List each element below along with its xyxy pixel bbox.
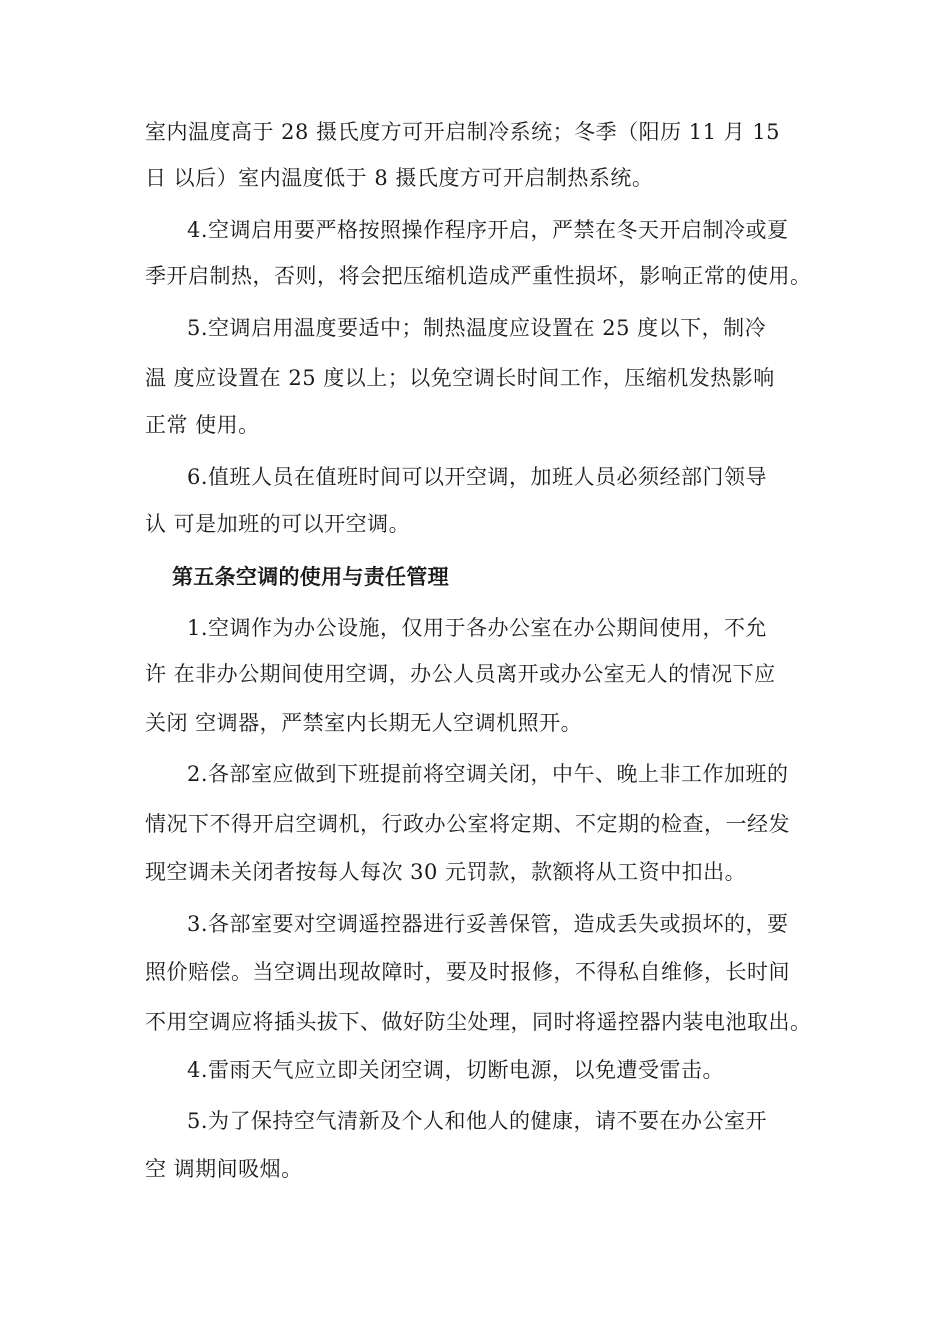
paragraph-line: 2.各部室应做到下班提前将空调关闭，中午、晚上非工作加班的 [187,762,789,786]
paragraph-line: 正常 使用。 [145,413,260,437]
paragraph-line: 日 以后）室内温度低于 8 摄氏度方可开启制热系统。 [145,166,654,190]
paragraph-line: 空 调期间吸烟。 [145,1157,303,1181]
paragraph-line: 不用空调应将插头拔下、做好防尘处理，同时将遥控器内装电池取出。 [145,1010,812,1034]
paragraph-line: 照价赔偿。当空调出现故障时，要及时报修，不得私自维修，长时间 [145,960,790,984]
paragraph-line: 4.雷雨天气应立即关闭空调，切断电源，以免遭受雷击。 [187,1058,725,1082]
paragraph-line: 认 可是加班的可以开空调。 [145,512,411,536]
paragraph-line: 4.空调启用要严格按照操作程序开启，严禁在冬天开启制冷或夏 [187,218,789,242]
paragraph-line: 5.为了保持空气清新及个人和他人的健康，请不要在办公室开 [187,1109,768,1133]
paragraph-line: 5.空调启用温度要适中；制热温度应设置在 25 度以下，制冷 [187,316,767,340]
paragraph-line: 季开启制热，否则，将会把压缩机造成严重性损坏，影响正常的使用。 [145,264,812,288]
paragraph-line: 现空调未关闭者按每人每次 30 元罚款，款额将从工资中扣出。 [145,860,747,884]
paragraph-line: 许 在非办公期间使用空调，办公人员离开或办公室无人的情况下应 [145,662,776,686]
paragraph-line: 1.空调作为办公设施，仅用于各办公室在办公期间使用，不允 [187,616,768,640]
paragraph-line: 关闭 空调器，严禁室内长期无人空调机照开。 [145,711,583,735]
section-heading: 第五条空调的使用与责任管理 [172,565,449,589]
paragraph-line: 3.各部室要对空调遥控器进行妥善保管，造成丢失或损坏的，要 [187,912,789,936]
paragraph-line: 情况下不得开启空调机，行政办公室将定期、不定期的检查，一经发 [145,812,790,836]
paragraph-line: 室内温度高于 28 摄氏度方可开启制冷系统；冬季（阳历 11 月 15 [145,120,781,144]
paragraph-line: 温 度应设置在 25 度以上；以免空调长时间工作，压缩机发热影响 [145,366,775,390]
paragraph-line: 6.值班人员在值班时间可以开空调，加班人员必须经部门领导 [187,465,768,489]
